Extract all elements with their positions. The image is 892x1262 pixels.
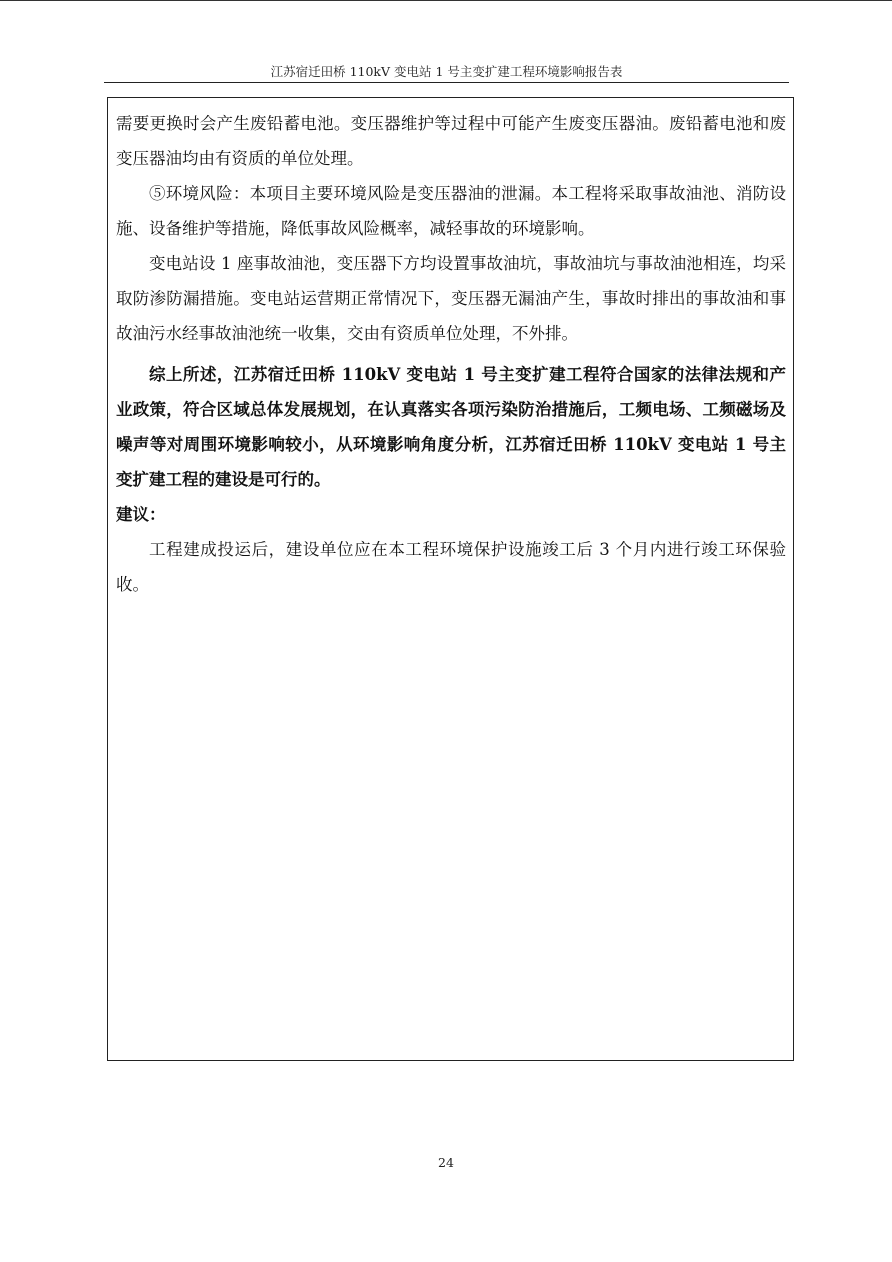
content-box [107,97,794,1061]
paragraph-conclusion: 综上所述，江苏宿迁田桥 110kV 变电站 1 号主变扩建工程符合国家的法律法规和产业政策，符合区域总体发展规划，在认真落实各项污染防治措施后，工频电场、工频磁场及噪声等对周围环境影响较小，从环境影响角度分析，江苏宿迁田桥 110kV 变电站 1 号主变扩建工程的建设是可行的。 [116,365,786,489]
paragraph-environmental-risk: ⑤环境风险：本项目主要环境风险是变压器油的泄漏。本工程将采取事故油池、消防设施、设备维护等措施，降低事故风险概率，减轻事故的环境影响。 [116,184,786,238]
paragraph-waste-handling: 需要更换时会产生废铅蓄电池。变压器维护等过程中可能产生废变压器油。废铅蓄电池和废变压器油均由有资质的单位处理。 [116,114,786,168]
body-text [116,106,786,602]
running-header: 江苏宿迁田桥 110kV 变电站 1 号主变扩建工程环境影响报告表 [270,64,623,79]
suggestion-heading: 建议： [116,505,166,524]
paragraph-suggestion: 工程建成投运后，建设单位应在本工程环境保护设施竣工后 3 个月内进行竣工环保验收。 [116,540,786,594]
paragraph-oil-pool: 变电站设 1 座事故油池，变压器下方均设置事故油坑，事故油坑与事故油池相连，均采取防渗防漏措施。变电站运营期正常情况下，变压器无漏油产生，事故时排出的事故油和事故油污水经事故油池统一收集，交由有资质单位处理，不外排。 [116,254,786,343]
header-rule [104,82,789,83]
page-number: 24 [438,1155,454,1170]
page-top-rule [0,0,892,1]
